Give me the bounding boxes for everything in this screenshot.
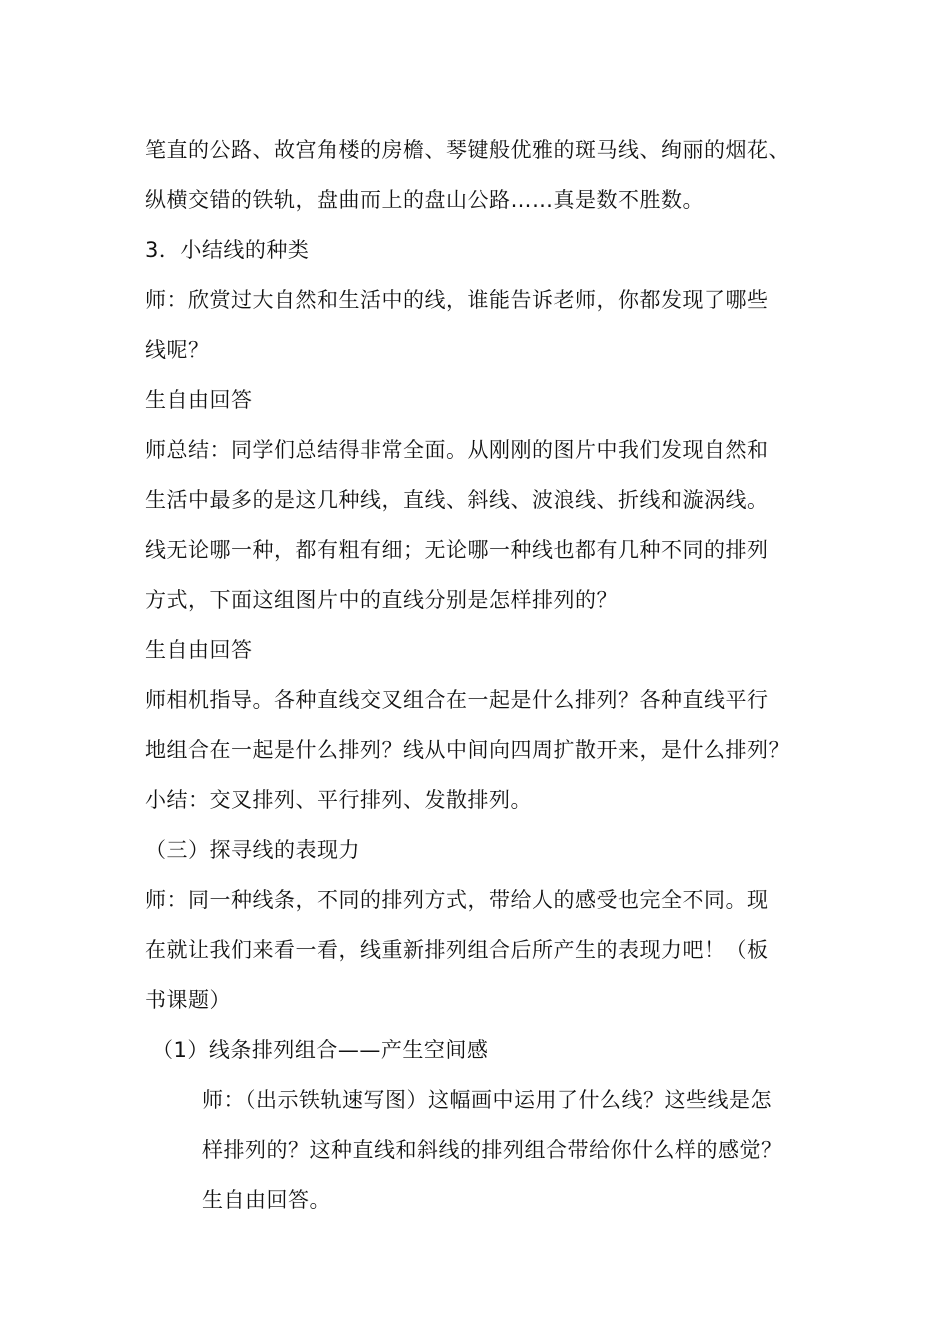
paragraph-line: 生自由回答: [145, 638, 253, 662]
paragraph-line: 纵横交错的铁轨，盘曲而上的盘山公路……真是数不胜数。: [145, 188, 704, 212]
paragraph-line: 方式，下面这组图片中的直线分别是怎样排列的？: [145, 588, 618, 612]
paragraph-line: 在就让我们来看一看，线重新排列组合后所产生的表现力吧！（板: [145, 938, 769, 962]
paragraph-line: 生自由回答。: [202, 1188, 331, 1212]
paragraph-line: 师：欣赏过大自然和生活中的线，谁能告诉老师，你都发现了哪些: [145, 288, 769, 312]
paragraph-line: 师：同一种线条，不同的排列方式，带给人的感受也完全不同。现: [145, 888, 769, 912]
section-heading: （三）探寻线的表现力: [145, 838, 360, 862]
paragraph-line: 生活中最多的是这几种线，直线、斜线、波浪线、折线和漩涡线。: [145, 488, 769, 512]
paragraph-line: 师：（出示铁轨速写图）这幅画中运用了什么线？这些线是怎: [202, 1088, 772, 1112]
paragraph-line: 线呢？: [145, 338, 210, 362]
paragraph-line: 书课题）: [145, 988, 231, 1012]
paragraph-line: 线无论哪一种，都有粗有细；无论哪一种线也都有几种不同的排列: [145, 538, 769, 562]
section-heading: 3．小结线的种类: [145, 238, 310, 262]
paragraph-line: 笔直的公路、故宫角楼的房檐、琴键般优雅的斑马线、绚丽的烟花、: [145, 138, 790, 162]
paragraph-line: 样排列的？这种直线和斜线的排列组合带给你什么样的感觉？: [202, 1138, 783, 1162]
paragraph-line: 师总结：同学们总结得非常全面。从刚刚的图片中我们发现自然和: [145, 438, 769, 462]
paragraph-line: 师相机指导。各种直线交叉组合在一起是什么排列？各种直线平行: [145, 688, 769, 712]
subsection-heading: （1）线条排列组合——产生空间感: [152, 1038, 489, 1062]
paragraph-line: 地组合在一起是什么排列？线从中间向四周扩散开来，是什么排列？: [145, 738, 790, 762]
paragraph-line: 小结：交叉排列、平行排列、发散排列。: [145, 788, 532, 812]
paragraph-line: 生自由回答: [145, 388, 253, 412]
